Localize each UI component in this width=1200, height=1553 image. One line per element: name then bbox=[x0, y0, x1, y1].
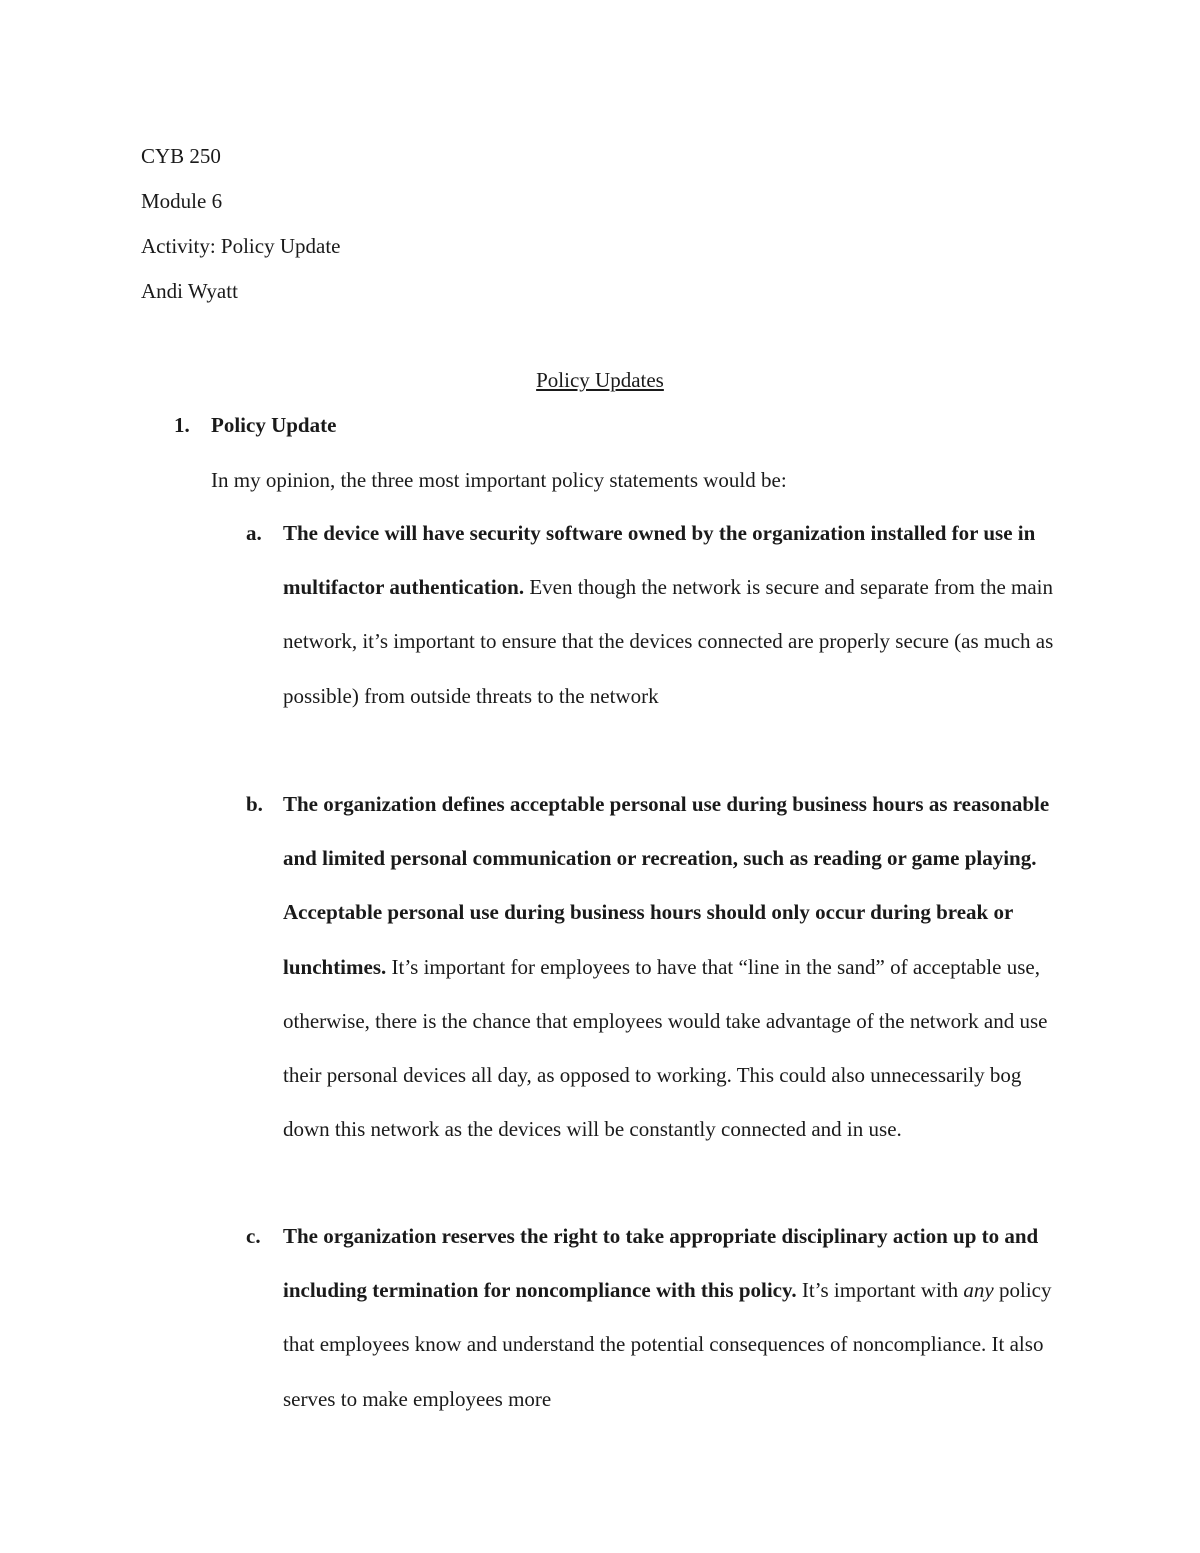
policy-statement: The organization defines acceptable personal use during business hours as reasonable and limited personal communication or recreation, such as reading or game playing. Acceptable personal use during business hours should only occur during break or lunchtimes. bbox=[283, 792, 1050, 979]
activity-label: Activity: Policy Update bbox=[141, 234, 341, 258]
list-item-letter: a. bbox=[246, 521, 262, 545]
policy-explanation: It’s important for employees to have that “line in the sand” of acceptable use, otherwise, there is the chance that employees would take advantage of the network and use their personal devices all day, as opposed to working. This could also unnecessarily bog down this network as the devices will be constantly connected and in use. bbox=[283, 954, 1048, 1142]
section-heading bbox=[174, 411, 336, 439]
list-item bbox=[246, 506, 1063, 723]
policy-explanation: It’s important with bbox=[796, 1278, 964, 1303]
section-intro: In my opinion, the three most important policy statements would be: bbox=[211, 468, 787, 492]
course-code: CYB 250 bbox=[141, 144, 221, 168]
module-label: Module 6 bbox=[141, 189, 223, 213]
author-name: Andi Wyatt bbox=[141, 279, 238, 303]
policy-statement: The device will have security software owned by the organization installed for use in multifactor authentication. bbox=[283, 521, 1036, 600]
list-item bbox=[246, 1209, 1063, 1426]
list-item-letter: b. bbox=[246, 792, 263, 816]
page-title: Policy Updates bbox=[536, 368, 664, 392]
list-item bbox=[246, 777, 1063, 1156]
policy-statement: The organization reserves the right to take appropriate disciplinary action up to and including termination for noncompliance with this policy. bbox=[283, 1224, 1039, 1303]
section-number: 1. bbox=[174, 413, 190, 437]
policy-explanation-cont: policy that employees know and understand the potential consequences of noncompliance. It also serves to make employees more bbox=[283, 1278, 1052, 1411]
section-title: Policy Update bbox=[211, 413, 337, 437]
emphasis-word: any bbox=[963, 1278, 994, 1303]
list-item-letter: c. bbox=[246, 1224, 261, 1248]
policy-explanation: Even though the network is secure and separate from the main network, it’s important to ensure that the devices connected are properly secure (as much as possible) from outside threats to the network bbox=[283, 575, 1054, 708]
